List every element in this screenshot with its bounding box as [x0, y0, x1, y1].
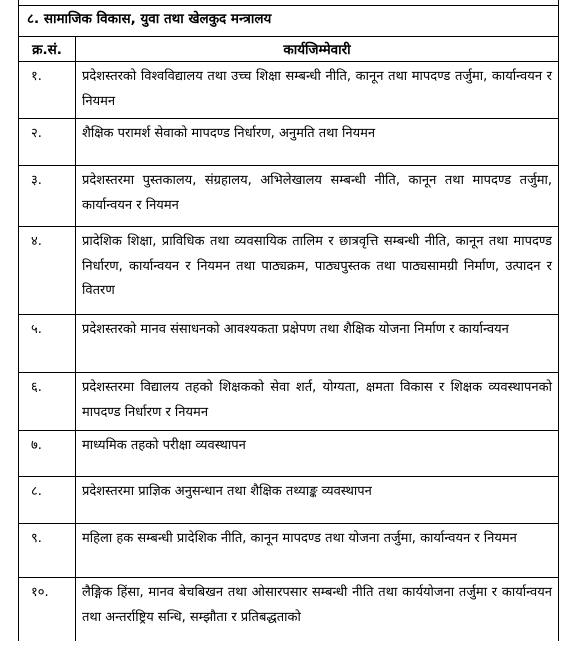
- row-number: ५.: [19, 315, 76, 373]
- row-number: २.: [19, 119, 76, 166]
- row-number: १.: [19, 62, 76, 119]
- table-row: [19, 524, 559, 578]
- row-number: ९.: [19, 524, 76, 578]
- row-text: प्रदेशस्तरमा पुस्तकालय, संग्रहालय, अभिलेखालय सम्बन्धी नीति, कानून तथा मापदण्ड तर्जुमा, कार्यान्वयन र नियमन: [76, 166, 559, 227]
- table-row: [19, 315, 559, 373]
- row-number: ७.: [19, 431, 76, 477]
- table-row: [19, 477, 559, 524]
- table-row: [19, 62, 559, 119]
- table-row: [19, 227, 559, 315]
- table-row: [19, 373, 559, 431]
- column-header-sn: क्र.सं.: [19, 37, 76, 62]
- table-row: [19, 166, 559, 227]
- page-crop-edge: [0, 641, 580, 668]
- table-row: [19, 119, 559, 166]
- responsibility-table: [18, 5, 559, 642]
- row-text: प्रदेशस्तरको मानव संसाधनको आवश्यकता प्रक्षेपण तथा शैक्षिक योजना निर्माण र कार्यान्वयन: [76, 315, 559, 373]
- row-text: माध्यमिक तहको परीक्षा व्यवस्थापन: [76, 431, 559, 477]
- column-header-responsibility: कार्यजिम्मेवारी: [76, 37, 559, 62]
- row-number: १०.: [19, 578, 76, 642]
- header-row: [19, 37, 559, 62]
- row-text: प्रदेशस्तरमा प्राज्ञिक अनुसन्धान तथा शैक्षिक तथ्याङ्क व्यवस्थापन: [76, 477, 559, 524]
- row-text: लैङ्गिक हिंसा, मानव बेचबिखन तथा ओसारपसार सम्बन्धी नीति तथा कार्ययोजना तर्जुमा र कार्यान्वयन तथा अन्तर्राष्ट्रिय सन्धि, सम्झौता र प्रतिबद्धताको: [76, 578, 559, 642]
- section-title-row: [19, 6, 559, 37]
- row-text: प्रदेशस्तरमा विद्यालय तहको शिक्षकको सेवा शर्त, योग्यता, क्षमता विकास र शिक्षक व्यवस्थापनको मापदण्ड निर्धारण र नियमन: [76, 373, 559, 431]
- row-text: शैक्षिक परामर्श सेवाको मापदण्ड निर्धारण, अनुमति तथा नियमन: [76, 119, 559, 166]
- table-row: [19, 578, 559, 642]
- row-number: ३.: [19, 166, 76, 227]
- row-text: प्रदेशस्तरको विश्वविद्यालय तथा उच्च शिक्षा सम्बन्धी नीति, कानून तथा मापदण्ड तर्जुमा, कार्यान्वयन र नियमन: [76, 62, 559, 119]
- row-text: प्रादेशिक शिक्षा, प्राविधिक तथा व्यवसायिक तालिम र छात्रवृत्ति सम्बन्धी नीति, कानून तथा मापदण्ड निर्धारण, कार्यान्वयन र नियमन तथा पाठ्यक्रम, पाठ्यपुस्तक तथा पाठ्यसामग्री निर्माण, उत्पादन र वितरण: [76, 227, 559, 315]
- row-text: महिला हक सम्बन्धी प्रादेशिक नीति, कानून मापदण्ड तथा योजना तर्जुमा, कार्यान्वयन र नियमन: [76, 524, 559, 578]
- row-number: ८.: [19, 477, 76, 524]
- table-row: [19, 431, 559, 477]
- row-number: ४.: [19, 227, 76, 315]
- section-title: ८. सामाजिक विकास, युवा तथा खेलकुद मन्त्रालय: [19, 6, 559, 37]
- row-number: ६.: [19, 373, 76, 431]
